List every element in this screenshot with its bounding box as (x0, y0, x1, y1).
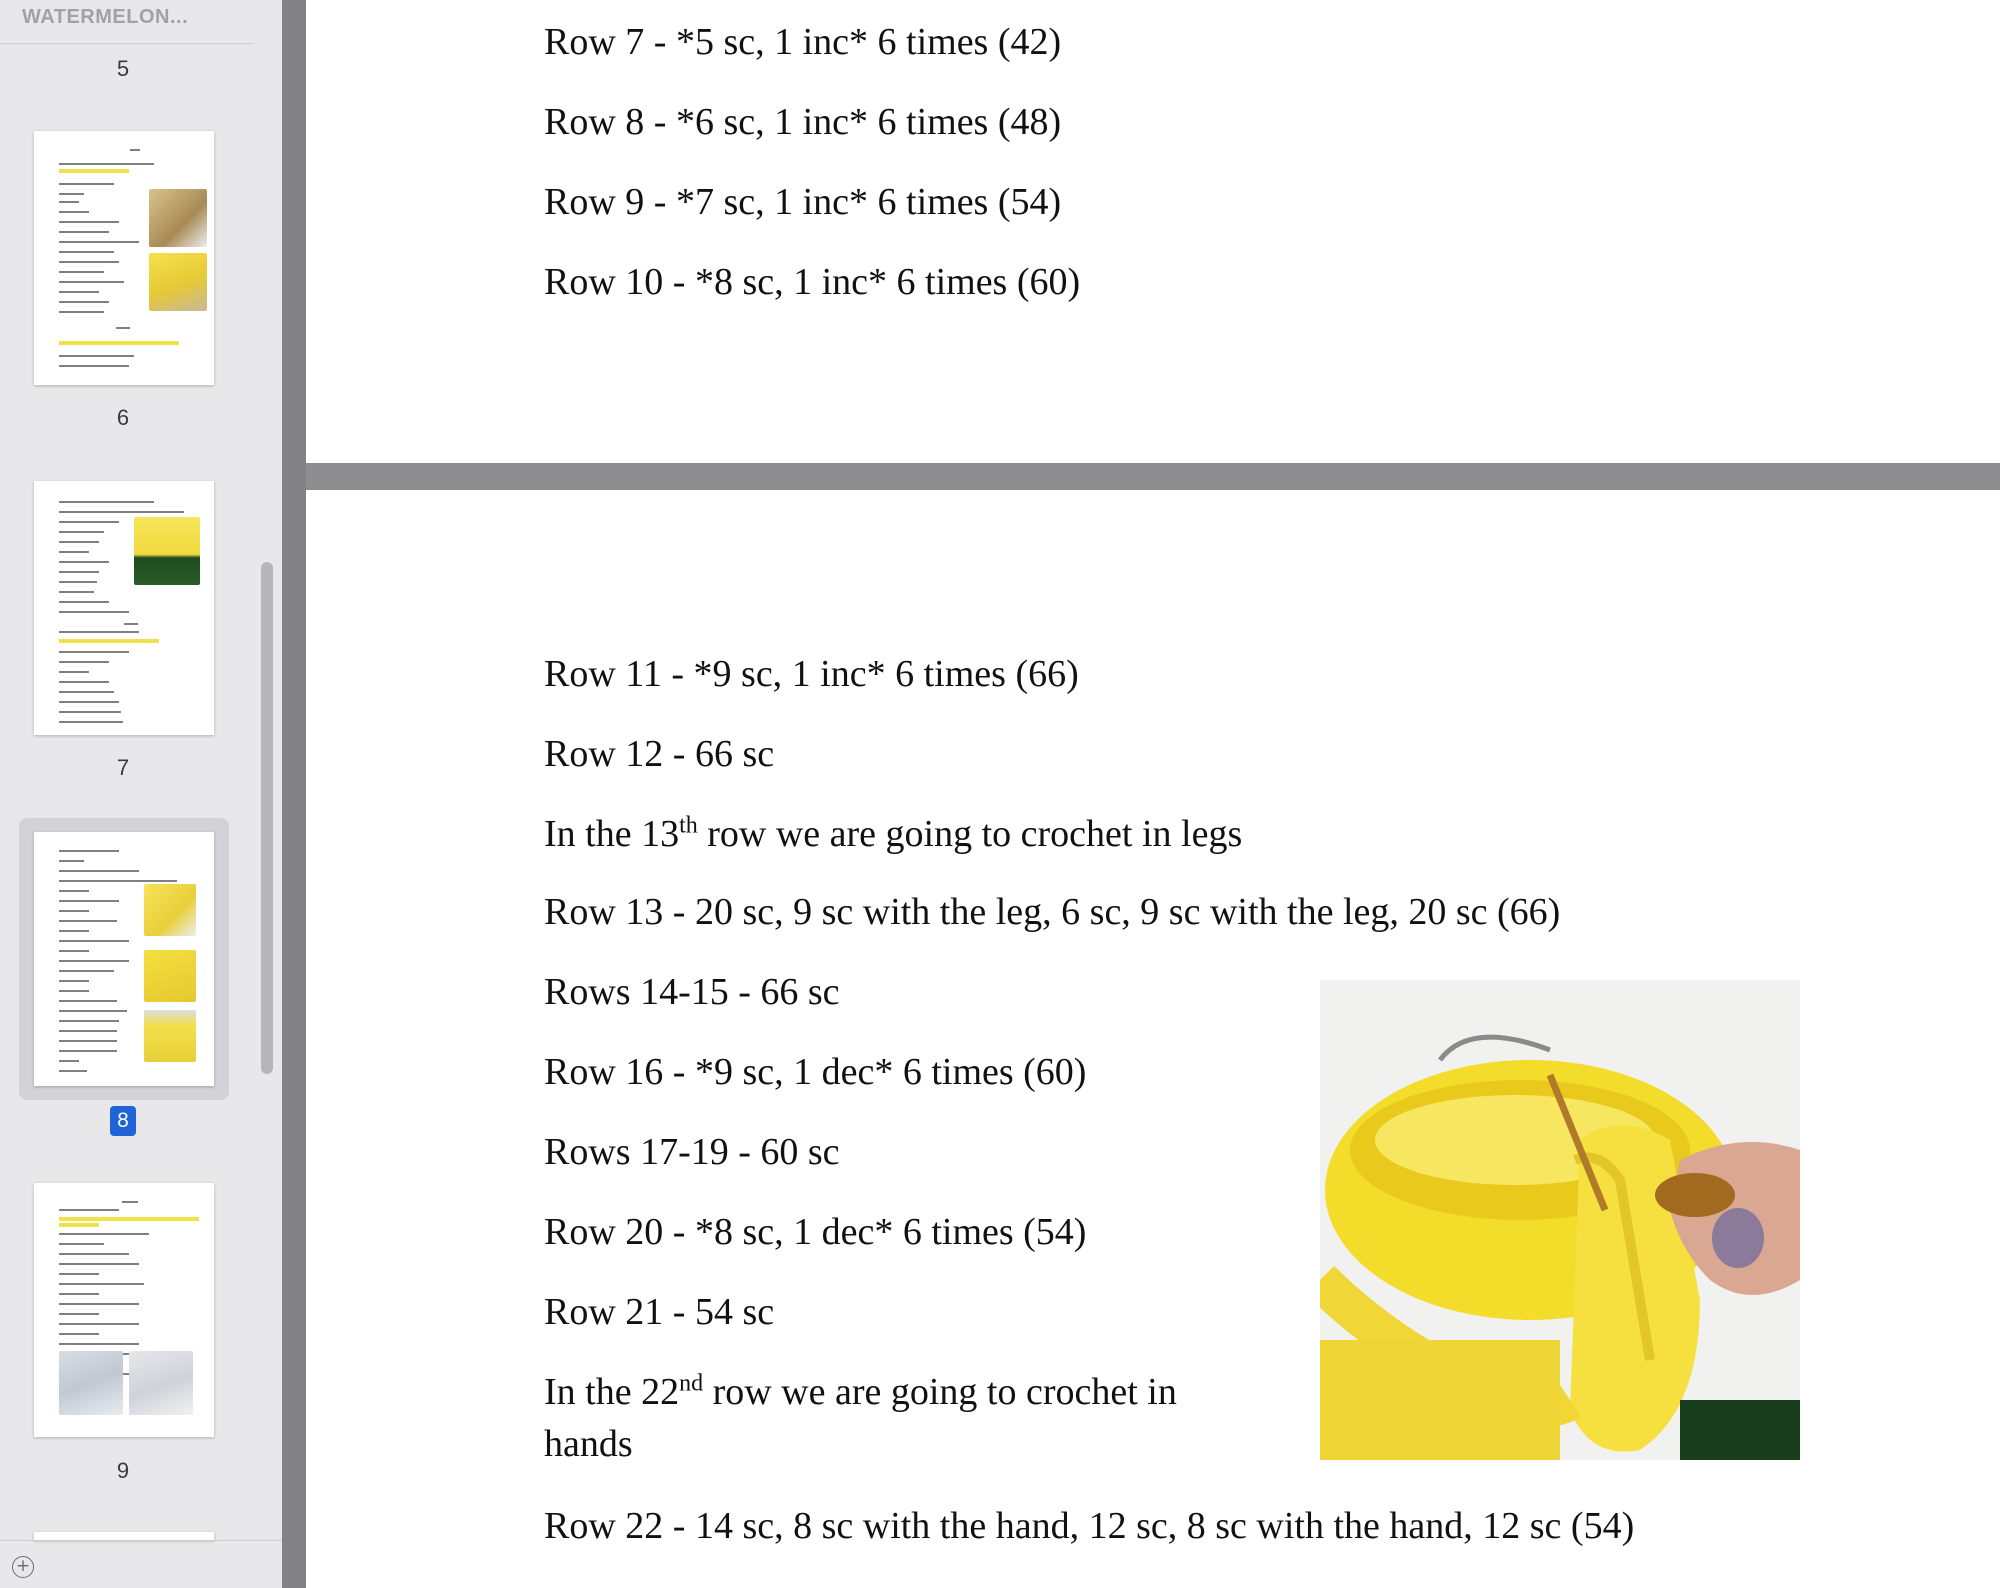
page-number-9[interactable]: 9 (116, 1458, 130, 1483)
thumbnail-sidebar[interactable] (0, 0, 283, 1588)
pattern-row: Row 12 - 66 sc (544, 733, 775, 775)
document-page-8 (306, 490, 2000, 1588)
page-thumbnail-10-partial[interactable] (34, 1532, 214, 1540)
document-title: WATERMELON... (22, 6, 189, 28)
sidebar-divider (0, 43, 254, 44)
page-thumbnail-9[interactable] (34, 1183, 214, 1437)
pattern-row: Row 7 - *5 sc, 1 inc* 6 times (42) (544, 21, 1062, 63)
pattern-row: Row 11 - *9 sc, 1 inc* 6 times (66) (544, 653, 1079, 695)
page-number-8-selected[interactable]: 8 (110, 1106, 136, 1136)
pattern-row: Row 10 - *8 sc, 1 inc* 6 times (60) (544, 261, 1081, 303)
page-number-6[interactable]: 6 (116, 405, 130, 430)
pattern-row: Row 20 - *8 sc, 1 dec* 6 times (54) (544, 1211, 1087, 1253)
document-page-7 (306, 0, 2000, 463)
pattern-note: In the 22nd row we are going to crochet in (544, 1370, 1177, 1413)
pattern-row: Rows 14-15 - 66 sc (544, 971, 840, 1013)
pattern-row: Row 21 - 54 sc (544, 1291, 775, 1333)
page-thumbnail-8[interactable] (34, 832, 214, 1086)
page-number-5[interactable]: 5 (116, 56, 130, 81)
page-thumbnail-6[interactable] (34, 131, 214, 385)
pattern-row: Row 9 - *7 sc, 1 inc* 6 times (54) (544, 181, 1062, 223)
document-gutter (282, 0, 306, 1588)
sidebar-scrollbar[interactable] (261, 562, 273, 1074)
pattern-row: Row 22 - 14 sc, 8 sc with the hand, 12 sc, 8 sc with the hand, 12 sc (54) (544, 1505, 1635, 1547)
pattern-row: Row 16 - *9 sc, 1 dec* 6 times (60) (544, 1051, 1087, 1093)
add-page-icon[interactable]: + (12, 1556, 34, 1578)
pattern-note: In the 13th row we are going to crochet in legs (544, 812, 1243, 855)
pattern-row: Rows 17-19 - 60 sc (544, 1131, 840, 1173)
crochet-photo (1320, 980, 1800, 1460)
pattern-note-continued: hands (544, 1423, 633, 1465)
pattern-row: Row 13 - 20 sc, 9 sc with the leg, 6 sc, 9 sc with the leg, 20 sc (66) (544, 891, 1561, 933)
sidebar-bottom-divider (0, 1540, 282, 1541)
page-thumbnail-7[interactable] (34, 481, 214, 735)
page-number-7[interactable]: 7 (116, 755, 130, 780)
pattern-row: Row 8 - *6 sc, 1 inc* 6 times (48) (544, 101, 1062, 143)
